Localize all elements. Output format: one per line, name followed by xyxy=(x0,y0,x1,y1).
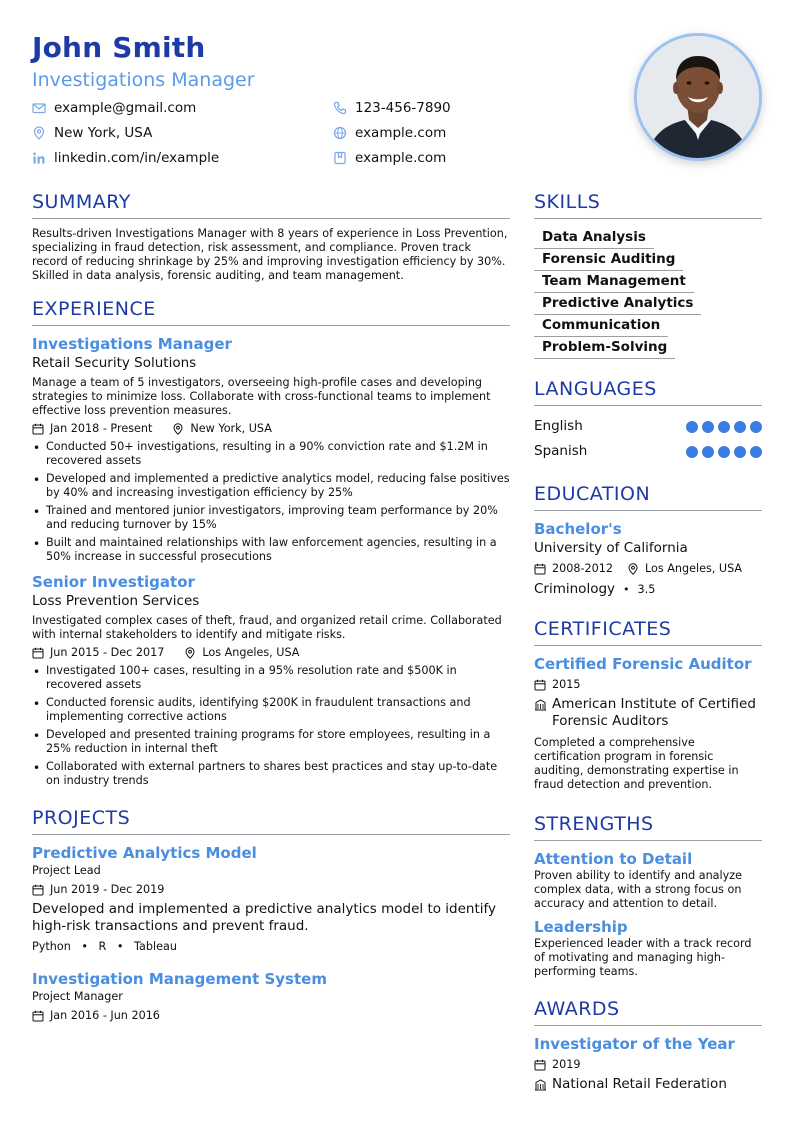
strength-title: Attention to Detail xyxy=(534,850,693,868)
linkedin-icon xyxy=(32,151,46,165)
profile-photo xyxy=(634,33,762,161)
contact-portfolio[interactable] xyxy=(333,150,446,166)
project-role: Project Manager xyxy=(32,990,123,1003)
building-icon xyxy=(534,1078,547,1091)
project-title: Predictive Analytics Model xyxy=(32,844,257,862)
summary-text: Results-driven Investigations Manager with 8 years of experience in Loss Prevention, specializing in fraud detection, risk assessment, and compliance. Proven track record of reducing shrinkage by 25% and improving investigation efficiency by 30%. Skilled in data analysis, forensic auditing, and team management. xyxy=(32,227,508,282)
certificate-meta xyxy=(534,677,762,693)
candidate-name: John Smith xyxy=(32,31,206,64)
section-title-awards: AWARDS xyxy=(534,997,762,1026)
certificate-issuer-row xyxy=(534,696,762,730)
job-title: Investigations Manager xyxy=(32,335,232,353)
project-dates: Jan 2016 - Jun 2016 xyxy=(50,1009,160,1022)
project-tag: Tableau xyxy=(134,940,177,953)
award-name: Investigator of the Year xyxy=(534,1035,735,1053)
skill-chip: Problem-Solving xyxy=(534,337,675,359)
project-tag: Python xyxy=(32,940,71,953)
calendar-icon xyxy=(534,1059,546,1071)
project-description: Developed and implemented a predictive analytics model to identify high-risk transactions and prevent fraud. xyxy=(32,901,497,934)
location-text: New York, USA xyxy=(54,125,153,141)
email-text: example@gmail.com xyxy=(54,100,197,116)
left-column xyxy=(32,190,510,1038)
project-meta xyxy=(32,1008,510,1024)
job-location: New York, USA xyxy=(190,422,272,435)
award-issuer: National Retail Federation xyxy=(552,1076,727,1092)
skill-chip: Team Management xyxy=(534,271,694,293)
portfolio-text: example.com xyxy=(355,150,447,166)
skill-chip: Forensic Auditing xyxy=(534,249,683,271)
certificates-section xyxy=(534,617,762,792)
job-title: Senior Investigator xyxy=(32,573,195,591)
job-meta xyxy=(32,645,510,661)
project-title: Investigation Management System xyxy=(32,970,327,988)
award-year: 2019 xyxy=(552,1058,581,1071)
awards-section xyxy=(534,997,762,1093)
job-bullet: • Investigated 100+ cases, resulting in a 95% resolution rate and $500K in recovered assets xyxy=(32,664,510,692)
job-bullet: • Developed and presented training programs for store employees, resulting in a 25% reduction in internal theft xyxy=(32,728,510,756)
strength-title: Leadership xyxy=(534,918,628,936)
summary-section xyxy=(32,190,510,283)
section-title-projects: PROJECTS xyxy=(32,806,510,835)
candidate-role: Investigations Manager xyxy=(32,69,255,91)
job-dates: Jun 2015 - Dec 2017 xyxy=(50,646,165,659)
contact-location xyxy=(32,125,152,141)
calendar-icon xyxy=(534,679,546,691)
project-entry xyxy=(32,969,510,1024)
language-name: English xyxy=(534,418,583,434)
certificate-name: Certified Forensic Auditor xyxy=(534,655,752,673)
strength-text: Experienced leader with a track record of motivating and managing high-performing teams. xyxy=(534,937,752,978)
language-row xyxy=(534,439,762,464)
bookmark-icon xyxy=(333,151,347,165)
level-dot xyxy=(734,446,746,458)
language-level xyxy=(686,446,762,458)
projects-section xyxy=(32,806,510,1024)
job-bullet: • Built and maintained relationships with law enforcement agencies, resulting in a 50% increase in successful prosecutions xyxy=(32,536,510,564)
strength-text: Proven ability to identify and analyze complex data, with a strong focus on accuracy and attention to detail. xyxy=(534,869,743,910)
calendar-icon xyxy=(32,1010,44,1022)
project-dates: Jun 2019 - Dec 2019 xyxy=(50,883,165,896)
job-description: Manage a team of 5 investigators, overseeing high-profile cases and developing strategies to minimize loss. Collaborate with cross-functional teams to implement effective loss prevention measures. xyxy=(32,376,491,417)
calendar-icon xyxy=(32,647,44,659)
globe-icon xyxy=(333,126,347,140)
location-icon xyxy=(172,423,184,435)
project-tag: R xyxy=(98,940,107,953)
certificate-year: 2015 xyxy=(552,678,581,691)
experience-section xyxy=(32,297,510,788)
job-bullets xyxy=(32,440,510,564)
location-icon xyxy=(32,126,46,140)
education-degree: Bachelor's xyxy=(534,520,622,538)
contact-phone[interactable] xyxy=(333,100,451,116)
education-gpa: 3.5 xyxy=(637,583,656,596)
skills-list xyxy=(534,227,762,359)
calendar-icon xyxy=(534,563,546,575)
level-dot xyxy=(686,446,698,458)
phone-icon xyxy=(333,101,347,115)
job-bullet: • Conducted forensic audits, identifying $200K in fraudulent transactions and implementing corrective actions xyxy=(32,696,510,724)
level-dot xyxy=(718,446,730,458)
section-title-certificates: CERTIFICATES xyxy=(534,617,762,646)
level-dot xyxy=(686,421,698,433)
website-text: example.com xyxy=(355,125,447,141)
education-section xyxy=(534,482,762,599)
contact-linkedin[interactable] xyxy=(32,150,219,166)
job-bullets xyxy=(32,664,510,788)
award-issuer-row xyxy=(534,1076,762,1093)
skill-chip: Communication xyxy=(534,315,668,337)
location-icon xyxy=(627,563,639,575)
section-title-experience: EXPERIENCE xyxy=(32,297,510,326)
contact-website[interactable] xyxy=(333,125,446,141)
strengths-section xyxy=(534,812,762,979)
project-role: Project Lead xyxy=(32,864,101,877)
linkedin-text: linkedin.com/in/example xyxy=(54,150,220,166)
job-entry xyxy=(32,572,510,788)
education-field: Criminology xyxy=(534,581,616,597)
education-meta xyxy=(534,561,762,577)
job-bullet: • Collaborated with external partners to shares best practices and stay up-to-date on industry trends xyxy=(32,760,510,788)
job-dates: Jan 2018 - Present xyxy=(50,422,153,435)
education-location: Los Angeles, USA xyxy=(644,562,743,575)
certificate-description: Completed a comprehensive certification program in forensic auditing, demonstrating expertise in fraud detection and prevention. xyxy=(534,736,739,791)
level-dot xyxy=(750,446,762,458)
level-dot xyxy=(750,421,762,433)
right-column xyxy=(534,190,762,1107)
language-level xyxy=(686,421,762,433)
skill-chip: Predictive Analytics xyxy=(534,293,701,315)
section-title-skills: SKILLS xyxy=(534,190,762,219)
building-icon xyxy=(534,698,547,711)
skill-chip: Data Analysis xyxy=(534,227,654,249)
level-dot xyxy=(718,421,730,433)
job-bullet: • Developed and implemented a predictive analytics model, reducing false positives by 40% and increasing investigation efficiency by 25% xyxy=(32,472,510,500)
language-row xyxy=(534,414,762,439)
section-title-summary: SUMMARY xyxy=(32,190,510,219)
location-icon xyxy=(184,647,196,659)
contact-email[interactable] xyxy=(32,100,196,116)
section-title-education: EDUCATION xyxy=(534,482,762,511)
calendar-icon xyxy=(32,423,44,435)
level-dot xyxy=(702,446,714,458)
section-title-strengths: STRENGTHS xyxy=(534,812,762,841)
education-school: University of California xyxy=(534,540,688,556)
education-dates: 2008-2012 xyxy=(552,562,613,575)
job-bullet: • Conducted 50+ investigations, resulting in a 90% conviction rate and $1.2M in recovered assets xyxy=(32,440,510,468)
award-meta xyxy=(534,1057,762,1073)
job-company: Retail Security Solutions xyxy=(32,355,197,371)
languages-section xyxy=(534,377,762,464)
level-dot xyxy=(702,421,714,433)
job-description: Investigated complex cases of theft, fraud, and organized retail crime. Collaborated with internal stakeholders to identify and mitigate risks. xyxy=(32,614,502,641)
job-entry xyxy=(32,334,510,564)
job-location: Los Angeles, USA xyxy=(202,646,300,659)
section-title-languages: LANGUAGES xyxy=(534,377,762,406)
project-entry xyxy=(32,843,510,955)
level-dot xyxy=(734,421,746,433)
project-tags: Python • R • Tableau xyxy=(32,940,177,953)
project-meta xyxy=(32,882,510,898)
certificate-issuer: American Institute of Certified Forensic Auditors xyxy=(552,696,756,729)
job-bullet: • Trained and mentored junior investigators, improving team performance by 20% and reducing turnover by 15% xyxy=(32,504,510,532)
email-icon xyxy=(32,101,46,115)
education-field-row: Criminology • 3.5 xyxy=(534,581,656,597)
phone-text: 123-456-7890 xyxy=(355,100,451,116)
skills-section xyxy=(534,190,762,359)
job-meta xyxy=(32,421,510,437)
calendar-icon xyxy=(32,884,44,896)
job-company: Loss Prevention Services xyxy=(32,593,200,609)
language-name: Spanish xyxy=(534,443,588,459)
